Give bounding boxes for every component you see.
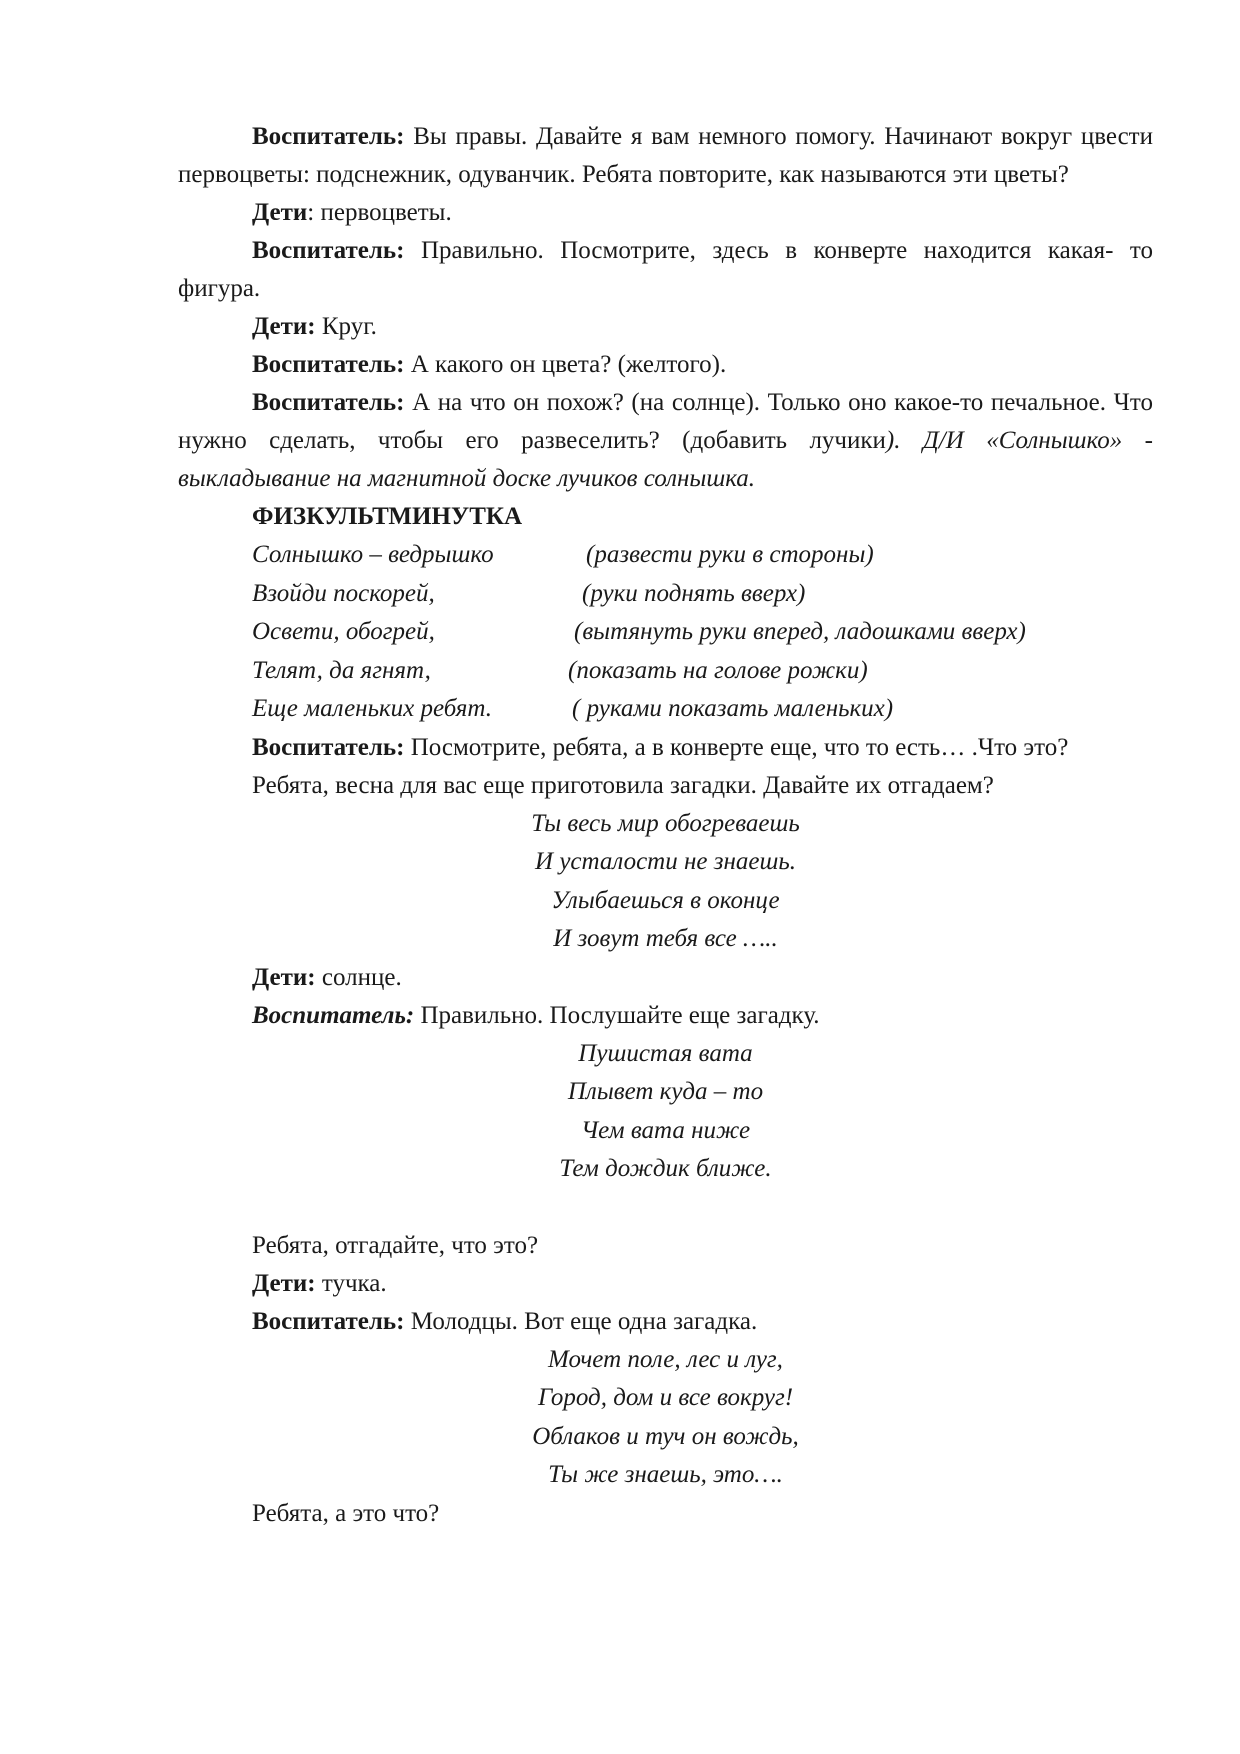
verse-line	[252, 536, 1153, 575]
paragraph: Ребята, весна для вас еще приготовила загадки. Давайте их отгадаем?	[252, 771, 994, 799]
speaker-label: Воспитатель:	[252, 237, 405, 264]
speaker-label: Воспитатель:	[252, 351, 405, 378]
speaker-label: Воспитатель:	[252, 1307, 405, 1335]
document-body	[178, 118, 1153, 1533]
paragraph-text: Круг.	[315, 313, 377, 340]
verse-text: Освети, обогрей,	[252, 618, 435, 645]
paragraph-text: Правильно. Посмотрите, здесь в конверте находится какая- то фигура.	[178, 237, 1153, 302]
riddle-line: Мочет поле, лес и луг,	[548, 1345, 783, 1373]
verse-instruction: (вытянуть руки вперед, ладошками вверх)	[574, 618, 1026, 645]
speaker-label: Воспитатель:	[252, 389, 405, 416]
paragraph	[178, 729, 1153, 767]
verse-instruction: (развести руки в стороны)	[586, 541, 874, 568]
paragraph	[178, 1265, 1153, 1303]
paragraph-text: А какого он цвета? (желтого).	[404, 351, 727, 378]
speaker-label: Дети	[252, 199, 308, 226]
paragraph: Ребята, а это что?	[252, 1499, 440, 1527]
verse-line	[252, 652, 1153, 691]
paragraph	[178, 997, 1153, 1035]
speaker-label: Дети:	[252, 313, 316, 340]
speaker-label: Дети:	[252, 1269, 316, 1297]
paragraph-text: солнце.	[315, 963, 402, 991]
riddle-line: Тем дождик ближе.	[559, 1155, 772, 1182]
riddle-line: Чем вата ниже	[580, 1116, 751, 1144]
paragraph	[178, 118, 1153, 194]
riddle-line: Улыбаешься в оконце	[551, 886, 780, 914]
verse-text: Еще маленьких ребят.	[252, 695, 492, 722]
exercise-verse	[178, 536, 1153, 729]
riddle-line: Плывет куда – то	[567, 1078, 764, 1105]
riddle-line: Облаков и туч он вождь,	[532, 1422, 799, 1450]
verse-text: Взойди поскорей,	[252, 579, 435, 607]
verse-line	[252, 613, 1153, 652]
game-description: ). Д/И «Солнышко» - выкладывание на магнитной доске лучиков солнышка.	[178, 427, 1153, 492]
riddle-line: Пушистая вата	[578, 1039, 753, 1067]
riddle-line: И зовут тебя все …..	[553, 925, 778, 952]
riddle-line: И усталости не знаешь.	[535, 848, 796, 875]
paragraph-text: Посмотрите, ребята, а в конверте еще, что то есть… .Что это?	[404, 733, 1069, 761]
paragraph-text: тучка.	[315, 1269, 387, 1297]
speaker-label: Дети:	[252, 963, 316, 991]
riddle	[178, 805, 1153, 959]
verse-instruction: ( руками показать маленьких)	[572, 695, 894, 722]
paragraph	[178, 308, 1153, 346]
paragraph	[178, 194, 1153, 232]
speaker-label: Воспитатель:	[252, 733, 405, 761]
paragraph-text: : первоцветы.	[307, 199, 452, 226]
paragraph-text: А на что он похож? (на солнце). Только оно какое-то печальное. Что нужно сделать, чтобы его развеселить? (добавить лучики	[178, 389, 1153, 454]
speaker-label: Воспитатель:	[252, 123, 405, 150]
verse-line	[252, 575, 1153, 614]
section-heading: ФИЗКУЛЬТМИНУТКА	[252, 503, 523, 530]
riddle-line: Ты весь мир обогреваешь	[531, 809, 800, 837]
verse-text: Телят, да ягнят,	[252, 656, 431, 684]
verse-instruction: (показать на голове рожки)	[568, 656, 868, 684]
blank-line	[178, 1189, 1153, 1227]
riddle	[178, 1035, 1153, 1189]
paragraph	[178, 232, 1153, 308]
paragraph	[178, 384, 1153, 498]
riddle-line: Ты же знаешь, это….	[548, 1461, 783, 1488]
paragraph	[178, 1303, 1153, 1341]
verse-line	[252, 690, 1153, 729]
paragraph-text: Правильно. Послушайте еще загадку.	[414, 1001, 820, 1029]
paragraph-text: Вы правы. Давайте я вам немного помогу. Начинают вокруг цвести первоцветы: подснежник, одуванчик. Ребята повторите, как называются эти цветы?	[178, 123, 1153, 188]
riddle	[178, 1341, 1153, 1495]
paragraph	[178, 959, 1153, 997]
riddle-line: Город, дом и все вокруг!	[537, 1384, 794, 1411]
speaker-label: Воспитатель:	[252, 1001, 415, 1029]
verse-instruction: (руки поднять вверх)	[582, 579, 806, 607]
paragraph	[178, 346, 1153, 384]
paragraph: Ребята, отгадайте, что это?	[252, 1231, 539, 1259]
verse-text: Солнышко – ведрышко	[252, 541, 494, 568]
paragraph-text: Молодцы. Вот еще одна загадка.	[404, 1307, 758, 1335]
